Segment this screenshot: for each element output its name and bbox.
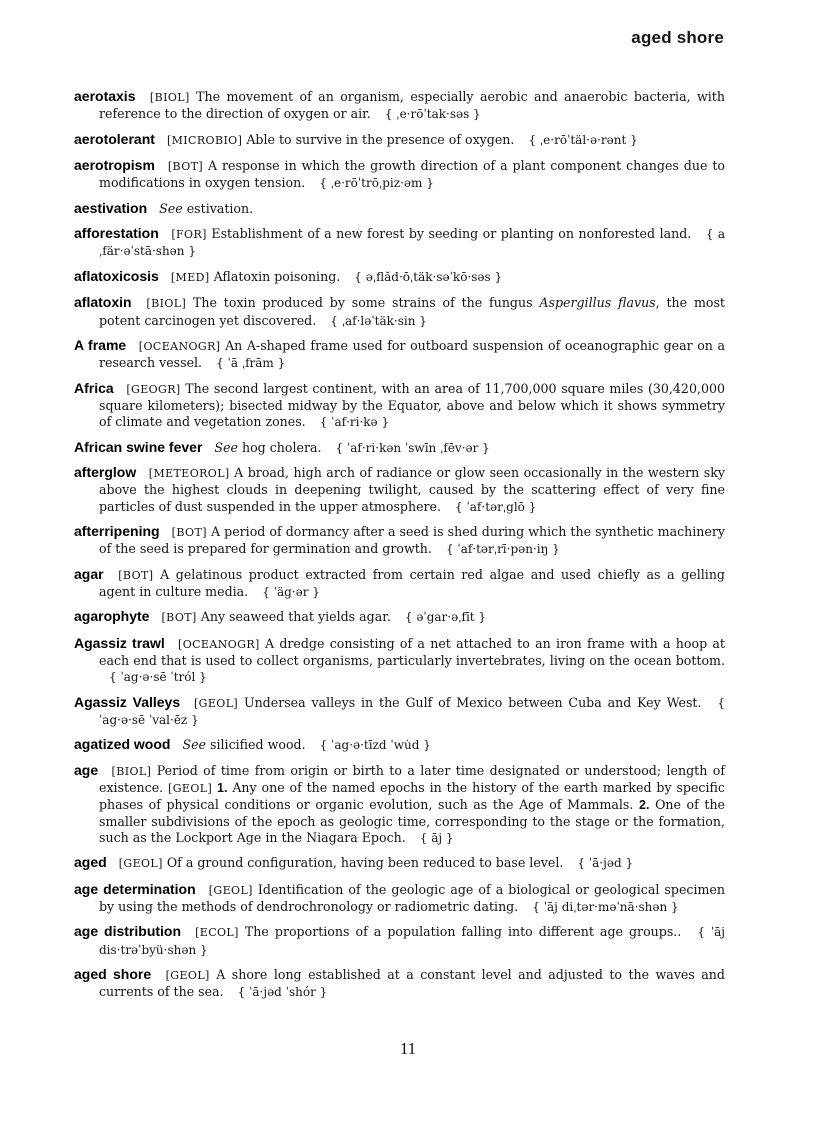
entry-africa — [74, 380, 725, 431]
entry-agar — [74, 566, 725, 601]
field-label: [GEOL] — [208, 883, 253, 897]
field-label: [OCEANOGR] — [138, 339, 221, 353]
definition: The proportions of a population falling into different age groups.. — [244, 924, 682, 940]
headword: Africa — [74, 379, 114, 396]
cross-reference: silicified wood. — [210, 737, 306, 753]
headword: age determination — [74, 880, 196, 897]
pronunciation: { ˌaf·ləˈtäk·sin } — [330, 313, 427, 328]
definition: A gelatinous product extracted from certain red algae and used chiefly as a gelling agent in culture media. — [99, 566, 725, 599]
headword: aestivation — [74, 199, 148, 216]
pronunciation: { ˈag·ə·sē ˈval·ēz } — [99, 695, 725, 728]
field-label: [GEOL] — [193, 696, 239, 710]
definition: Any seaweed that yields agar. — [200, 609, 391, 625]
pronunciation: { ˈaf·ri·kən ˈswīn ˌfēv·ər } — [335, 440, 490, 455]
entry-agatized-wood — [74, 736, 725, 753]
pronunciation: { ˌe·rōˈtrōˌpiz·əm } — [319, 176, 434, 191]
field-label: [OCEANOGR] — [178, 637, 260, 651]
headword: aged shore — [74, 966, 152, 983]
entry-aflatoxin — [74, 294, 725, 329]
pronunciation: { ˌe·rōˈtak·səs } — [384, 107, 481, 122]
entry-aerotropism — [74, 157, 725, 192]
field-label: [ECOL] — [195, 926, 239, 940]
headword: aflatoxin — [74, 294, 132, 311]
entry-aerotolerant — [74, 131, 725, 149]
entry-agarophyte — [74, 608, 725, 626]
headword: aflatoxicosis — [74, 267, 159, 284]
definition: The toxin produced by some strains of the fungus — [193, 295, 540, 311]
definition: Aflatoxin poisoning. — [213, 268, 341, 284]
definition: A dredge consisting of a net attached to an iron frame with a hoop at each end that is used to collect organisms, particularly invertebrates, living on the ocean bottom. — [99, 635, 725, 669]
headword: Agassiz Valleys — [74, 693, 181, 710]
headword: afterglow — [74, 463, 137, 480]
see-label: See — [214, 439, 238, 455]
entry-afterglow — [74, 464, 725, 515]
field-label: [GEOL] — [118, 857, 163, 871]
pronunciation: { ˈaf·ri·kə } — [319, 415, 390, 430]
definition: Of a ground configuration, having been reduced to base level. — [166, 855, 564, 871]
headword: African swine fever — [74, 438, 203, 455]
field-label: [BOT] — [167, 160, 204, 174]
field-label: [MICROBIO] — [166, 133, 243, 147]
entry-aerotaxis — [74, 88, 725, 123]
definition: A broad, high arch of radiance or glow seen occasionally in the western sky above the highest clouds in deepening twilight, caused by the scattering effect of very fine particles of dust suspended in the upper atmosphere. — [99, 464, 725, 514]
headword: age — [74, 761, 99, 778]
field-label: [GEOGR] — [126, 382, 181, 396]
field-label: [BOT] — [118, 568, 154, 582]
pronunciation: { əˌflăd·ōˌtäk·səˈkō·səs } — [354, 269, 503, 284]
cross-reference: hog cholera. — [241, 439, 322, 455]
pronunciation: { ˈäg·ər } — [262, 584, 320, 599]
headword: agatized wood — [74, 736, 171, 753]
sense-number: 2. — [639, 798, 650, 813]
field-label-secondary: [GEOL] — [168, 782, 213, 796]
pronunciation: { ˈā·jəd ˈshór } — [237, 985, 328, 1000]
entry-a-frame — [74, 337, 725, 372]
pronunciation: { ˈaf·tərˌrī·pən·iŋ } — [445, 542, 560, 557]
entry-age-determination — [74, 881, 725, 916]
field-label: [BIOL] — [111, 764, 152, 778]
field-label: [FOR] — [171, 228, 207, 242]
pronunciation: { ˈaf·tərˌglō } — [455, 499, 537, 514]
pronunciation: { ˌe·rōˈtäl·ə·rənt } — [528, 132, 638, 147]
field-label: [BOT] — [171, 525, 207, 539]
entry-agassiz-trawl — [74, 635, 725, 686]
sense-number: 1. — [217, 781, 228, 796]
pronunciation: { ˈag·ə·sē ˈtról } — [109, 670, 207, 685]
definition: A shore long established at a constant level and adjusted to the waves and currents of the sea. — [99, 967, 725, 1000]
definition: Able to survive in the presence of oxygen. — [246, 131, 515, 147]
entry-age-distribution — [74, 923, 725, 958]
entry-aflatoxicosis — [74, 268, 725, 286]
definition: The second largest continent, with an area of 11,700,000 square miles (30,420,000 square kilometers); bisected midway by the Equator, above and below which it shows symmetry of climate and vegetation zones. — [99, 380, 725, 430]
headword: aerotolerant — [74, 130, 155, 147]
headword: afterripening — [74, 522, 160, 539]
pronunciation: { ˈā ˌfrām } — [216, 356, 286, 371]
field-label: [BOT] — [161, 611, 197, 625]
headword: agar — [74, 565, 104, 582]
headword: afforestation — [74, 225, 159, 242]
entry-afforestation — [74, 225, 725, 260]
page-number: 11 — [399, 1039, 417, 1058]
definition: An A-shaped frame used for outboard suspension of oceanographic gear on a research vessel. — [99, 337, 725, 371]
definition: Period of time from origin or birth to a later time designated or understood; length of existence. — [99, 762, 725, 796]
pronunciation: { ˈāj diˌtər·məˈnā·shən } — [532, 900, 679, 915]
definition-continued: , the most potent carcinogen yet discovered. — [99, 295, 725, 328]
headword: aged — [74, 854, 107, 871]
entry-aged-shore — [74, 966, 725, 1001]
field-label: [BIOL] — [149, 91, 190, 104]
sense-definition: One of the smaller subdivisions of the epoch as geologic time, corresponding to the stage or the formation, such as the Lockport Age in the Niagara Epoch. — [99, 797, 726, 845]
definition: A period of dormancy after a seed is shed during which the synthetic machinery of the seed is prepared for germination and growth. — [99, 523, 725, 557]
pronunciation: { āj } — [419, 830, 454, 845]
pronunciation: { əˈgar·əˌfīt } — [404, 610, 487, 625]
headword: Agassiz trawl — [74, 634, 165, 651]
entry-african-swine-fever — [74, 439, 725, 456]
running-head: aged shore — [631, 28, 724, 47]
entry-aestivation — [74, 200, 725, 217]
definition: Establishment of a new forest by seeding or planting on nonforested land. — [211, 226, 692, 242]
headword: A frame — [74, 336, 127, 353]
definition: Undersea valleys in the Gulf of Mexico between Cuba and Key West. — [243, 694, 702, 710]
entry-list — [74, 88, 725, 1009]
sense-definition: Any one of the named epochs in the history of the earth marked by specific phases of physical conditions or organic evolution, such as the Age of Mammals. — [99, 780, 725, 813]
species-name: Aspergillus flavus — [539, 295, 656, 311]
field-label: [GEOL] — [165, 969, 210, 983]
field-label: [METEOROL] — [148, 466, 230, 480]
pronunciation: { ˈāj dis·trəˈbyü·shən } — [99, 925, 725, 957]
entry-aged — [74, 854, 725, 872]
entry-afterripening — [74, 523, 725, 558]
see-label: See — [182, 737, 207, 753]
pronunciation: { ˈā·jəd } — [577, 856, 634, 871]
headword: aerotropism — [74, 157, 155, 174]
definition: The movement of an organism, especially aerobic and anaerobic bacteria, with reference to the direction of oxygen or air. — [99, 89, 725, 122]
definition: A response in which the growth direction of a plant component changes due to modifications in oxygen tension. — [99, 158, 725, 191]
headword: age distribution — [74, 923, 182, 940]
entry-agassiz-valleys — [74, 694, 725, 729]
field-label: [MED] — [170, 270, 210, 284]
pronunciation: { aˌfär·əˈstā·shən } — [99, 227, 725, 259]
headword: aerotaxis — [74, 88, 136, 104]
cross-reference: estivation. — [186, 200, 254, 216]
field-label: [BIOL] — [146, 297, 187, 311]
definition: Identification of the geologic age of a biological or geological specimen by using the methods of dendrochronology or radiometric dating. — [99, 881, 725, 915]
entry-age — [74, 762, 725, 846]
headword: agarophyte — [74, 608, 150, 625]
pronunciation: { ˈag·ə·tīzd ˈwu̇d } — [319, 738, 431, 753]
see-label: See — [159, 200, 183, 216]
